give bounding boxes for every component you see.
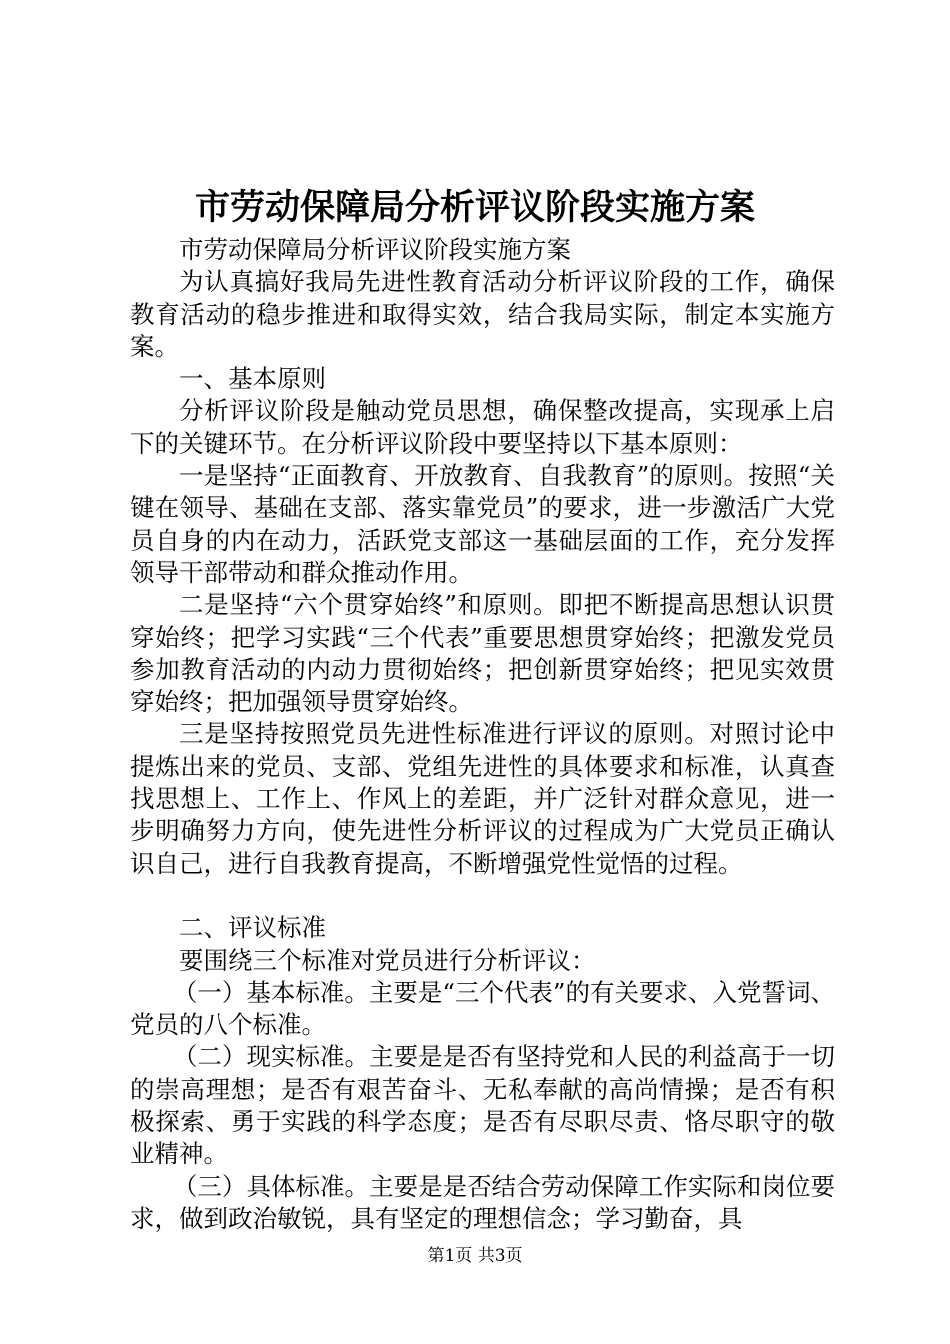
paragraph-standard-practical: （二）现实标准。主要是是否有坚持党和人民的利益高于一切的崇高理想；是否有艰苦奋斗、无私奉献的高尚情操；是否有积极探索、勇于实践的科学态度；是否有尽职尽责、恪尽职守的敬业精神。 [130, 1042, 835, 1169]
document-body [130, 234, 835, 1235]
paragraph-principle-2: 二是坚持“六个贯穿始终”和原则。即把不断提高思想认识贯穿始终；把学习实践“三个代表”重要思想贯穿始终；把激发党员参加教育活动的内动力贯彻始终；把创新贯穿始终；把见实效贯穿始终；把加强领导贯穿始终。 [130, 590, 835, 717]
page-number-footer: 第1页 共3页 [427, 1246, 523, 1266]
paragraph-standards-intro: 要围绕三个标准对党员进行分析评议： [179, 945, 596, 975]
paragraph-standard-specific: （三）具体标准。主要是是否结合劳动保障工作实际和岗位要求，做到政治敏锐，具有坚定的理想信念；学习勤奋，具 [130, 1171, 835, 1233]
paragraph-subtitle: 市劳动保障局分析评议阶段实施方案 [179, 235, 571, 264]
paragraph-principle-3: 三是坚持按照党员先进性标准进行评议的原则。对照讨论中提炼出来的党员、支部、党组先进性的具体要求和标准，认真查找思想上、工作上、作风上的差距，并广泛针对群众意见，进一步明确努力方向，使先进性分析评议的过程成为广大党员正确认识自己，进行自我教育提高，不断增强党性觉悟的过程。 [130, 719, 835, 878]
section-heading-basic-principles: 一、基本原则 [179, 364, 326, 394]
paragraph-principles-intro: 分析评议阶段是触动党员思想，确保整改提高，实现承上启下的关键环节。在分析评议阶段中要坚持以下基本原则： [130, 396, 835, 458]
document-title: 市劳动保障局分析评议阶段实施方案 [194, 187, 755, 228]
paragraph-standard-basic: （一）基本标准。主要是“三个代表”的有关要求、入党誓词、党员的八个标准。 [130, 977, 835, 1040]
paragraph-intro: 为认真搞好我局先进性教育活动分析评议阶段的工作，确保教育活动的稳步推进和取得实效，结合我局实际，制定本实施方案。 [130, 267, 835, 361]
paragraph-principle-1: 一是坚持“正面教育、开放教育、自我教育”的原则。按照“关键在领导、基础在支部、落实靠党员”的要求，进一步激活广大党员自身的内在动力，活跃党支部这一基础层面的工作，充分发挥领导干部带动和群众推动作用。 [130, 461, 835, 587]
section-heading-standards: 二、评议标准 [179, 913, 326, 943]
blank-line [130, 880, 835, 912]
